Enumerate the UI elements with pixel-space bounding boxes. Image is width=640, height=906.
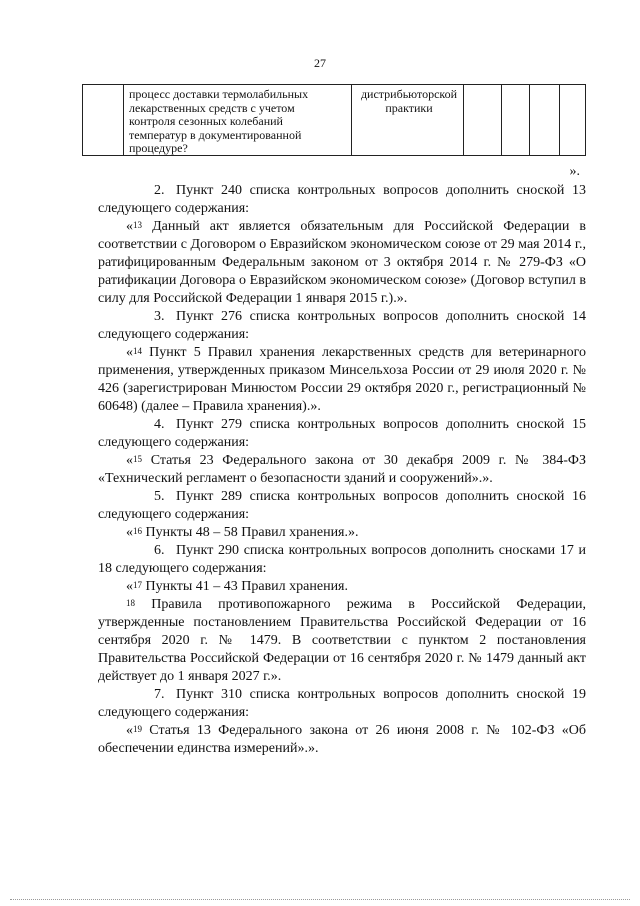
item-6: 6. Пункт 290 списка контрольных вопросов дополнить сносками 17 и 18 следующего содержания: [98,543,586,576]
table-close-quote: ». [569,164,580,179]
footnote-19: «$^{19}$ Статья 13 Федерального закона от 26 июня 2008 г. № 102-ФЗ «Об обеспечении единства измерений».». [98,723,586,756]
footnote-17: «$^{17}$ Пункты 41 – 43 Правил хранения. [126,579,349,594]
scan-edge-line [10,899,630,900]
table-column-divider [501,85,502,155]
table-column-divider [529,85,530,155]
item-4: 4. Пункт 279 списка контрольных вопросов дополнить сноской 15 следующего содержания: [98,417,586,450]
table-cell-process: процесс доставки термолабильных лекарственных средств с учетом контроля сезонных колебаний температур в документированной процедуре? [129,87,309,156]
document-body [98,182,586,758]
page-number: 27 [314,56,326,70]
item-7: 7. Пункт 310 списка контрольных вопросов дополнить сноской 19 следующего содержания: [98,687,586,720]
footnote-13: «$^{13}$ Данный акт является обязательным для Российской Федерации в соответствии с Договором о Евразийском экономическом союзе от 29 мая 2014 г., ратифицированным Федеральным законом от 3 октября 2014 г. № 279-ФЗ «О ратификации Договора о Евразийском экономическом союзе» (Договор вступил в силу для Российской Федерации 1 января 2015 г.).». [98,219,586,306]
footnote-18: $^{18}$ Правила противопожарного режима в Российской Федерации, утвержденные постановлением Правительства Российской Федерации от 16 сентября 2020 г. № 1479. В соответствии с пунктом 2 постановления Правительства Российской Федерации от 16 сентября 2020 г. № 1479 данный акт действует до 1 января 2027 г.». [98,597,586,684]
item-3: 3. Пункт 276 списка контрольных вопросов дополнить сноской 14 следующего содержания: [98,309,586,342]
footnote-14: «$^{14}$ Пункт 5 Правил хранения лекарственных средств для ветеринарного применения, утвержденных приказом Минсельхоза России от 29 июля 2020 г. № 426 (зарегистрирован Минюстом России 29 октября 2020 г., регистрационный № 60648) (далее – Правила хранения).». [98,345,586,414]
table-column-divider [351,85,352,155]
table-cell-distribution: дистрибьюторской практики [360,87,458,115]
table-fragment [82,84,586,156]
item-2: 2. Пункт 240 списка контрольных вопросов дополнить сноской 13 следующего содержания: [98,183,586,216]
table-column-divider [123,85,124,155]
table-column-divider [463,85,464,155]
footnote-16: «$^{16}$ Пункты 48 – 58 Правил хранения.». [126,525,359,540]
table-column-divider [559,85,560,155]
item-5: 5. Пункт 289 списка контрольных вопросов дополнить сноской 16 следующего содержания: [98,489,586,522]
footnote-15: «$^{15}$ Статья 23 Федерального закона от 30 декабря 2009 г. № 384-ФЗ «Технический регламент о безопасности зданий и сооружений».». [98,453,586,486]
